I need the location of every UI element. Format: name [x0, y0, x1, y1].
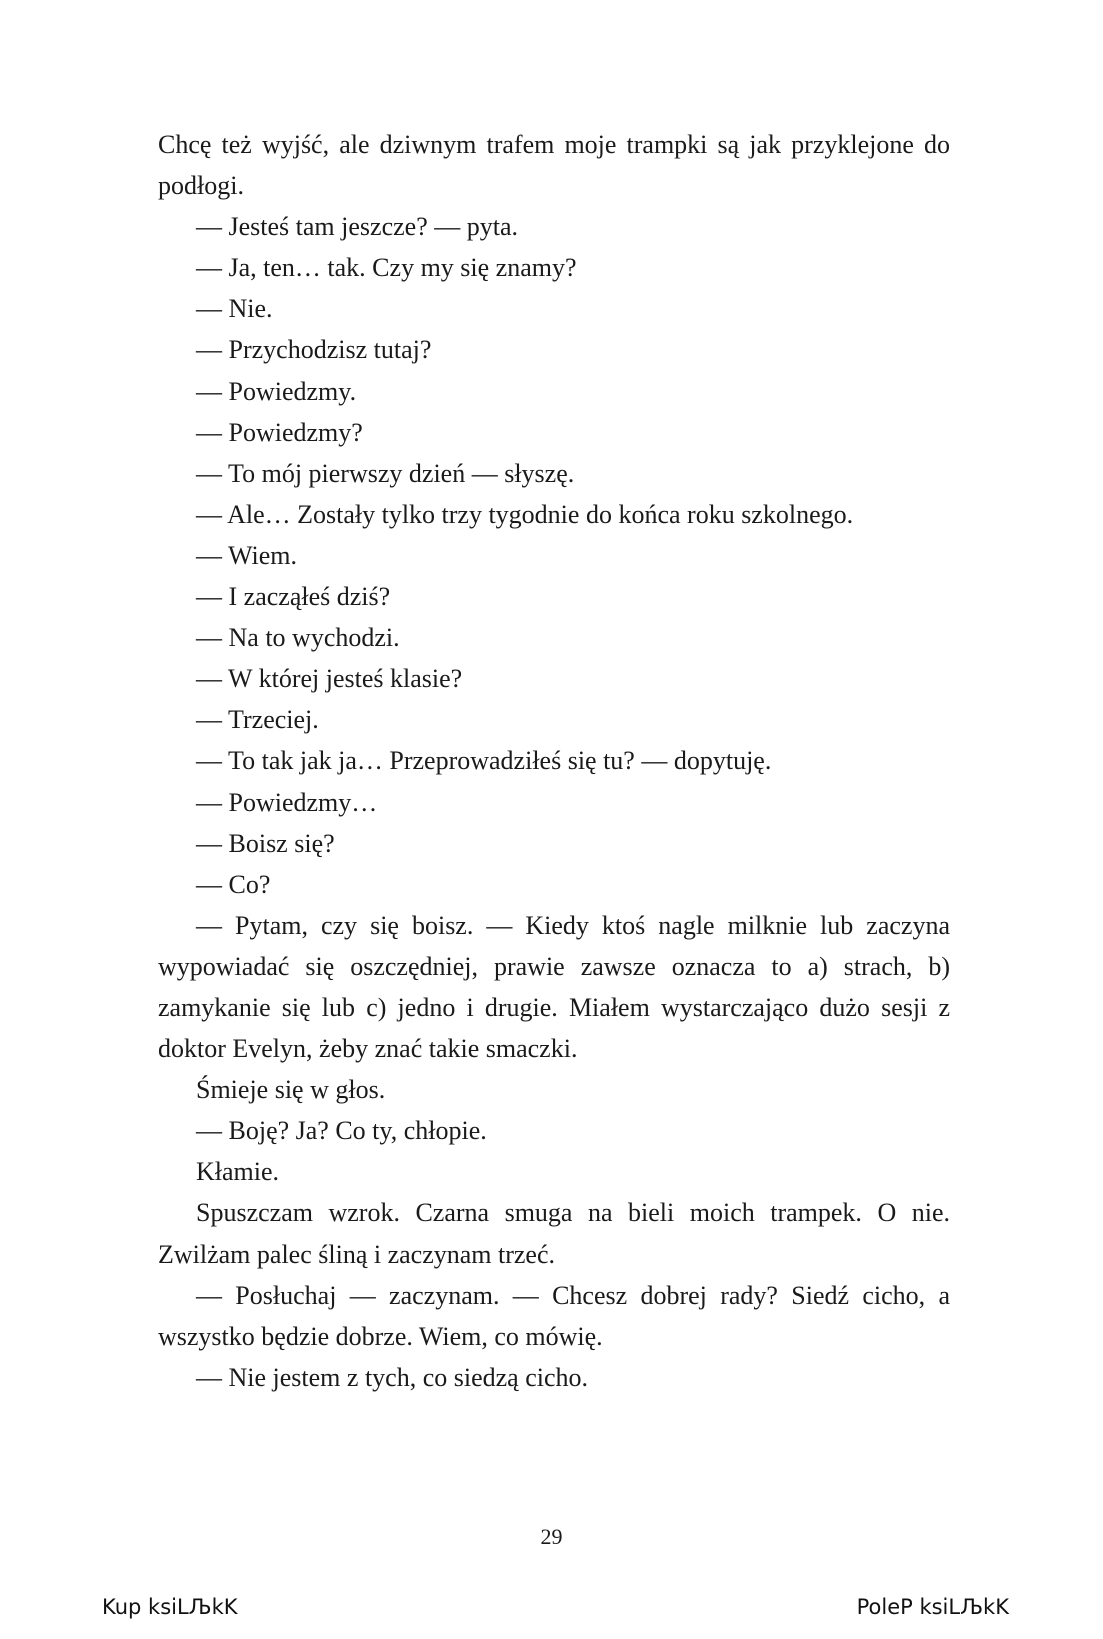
paragraph: — Pytam, czy się boisz. — Kiedy ktoś nagle milknie lub zaczyna wypowiadać się oszczędniej, prawie zawsze oznacza to a) strach, b) zamykanie się lub c) jedno i drugie. Miałem wystarczająco dużo sesji z doktor Evelyn, żeby znać takie smaczki. [158, 910, 950, 1064]
paragraph: — Boję? Ja? Co ty, chłopie. [196, 1116, 487, 1146]
paragraph: — W której jesteś klasie? [196, 664, 463, 694]
paragraph: Spuszczam wzrok. Czarna smuga na bieli moich trampek. O nie. Zwilżam palec śliną i zaczynam trzeć. [158, 1198, 950, 1269]
paragraph: — Boisz się? [196, 828, 335, 858]
paragraph: — Trzeciej. [196, 705, 319, 735]
paragraph: — Ja, ten… tak. Czy my się znamy? [196, 253, 577, 283]
paragraph: Śmieje się w głos. [196, 1075, 386, 1105]
paragraph: — Jesteś tam jeszcze? — pyta. [196, 212, 518, 242]
page-number: 29 [540, 1524, 563, 1549]
paragraph: — I zacząłeś dziś? [196, 582, 391, 612]
paragraph: — Wiem. [196, 540, 298, 570]
paragraph: — Na to wychodzi. [196, 623, 400, 653]
paragraph: — To mój pierwszy dzień — słyszę. [196, 458, 575, 488]
paragraph: — Powiedzmy. [196, 376, 357, 406]
paragraph: — To tak jak ja… Przeprowadziłeś się tu? — dopytuję. [196, 746, 772, 776]
paragraph: — Powiedzmy… [196, 787, 378, 817]
recommend-book-link[interactable]: PoleP ksiLЉkK [856, 1595, 1009, 1619]
paragraph: — Przychodzisz tutaj? [196, 335, 432, 365]
paragraph: — Co? [196, 869, 271, 899]
paragraph: Chcę też wyjść, ale dziwnym trafem moje trampki są jak przyklejone do podłogi. [158, 130, 950, 201]
paragraph: — Powiedzmy? [196, 417, 363, 447]
paragraph: — Nie. [196, 294, 273, 324]
paragraph: — Nie jestem z tych, co siedzą cicho. [196, 1362, 589, 1392]
paragraph: — Ale… Zostały tylko trzy tygodnie do końca roku szkolnego. [196, 499, 854, 529]
paragraph: Kłamie. [196, 1157, 280, 1187]
page-body [158, 124, 950, 1398]
buy-book-link[interactable]: Kup ksiLЉkK [102, 1595, 238, 1619]
paragraph: — Posłuchaj — zaczynam. — Chcesz dobrej rady? Siedź cicho, a wszystko będzie dobrze. Wiem, co mówię. [158, 1280, 950, 1351]
